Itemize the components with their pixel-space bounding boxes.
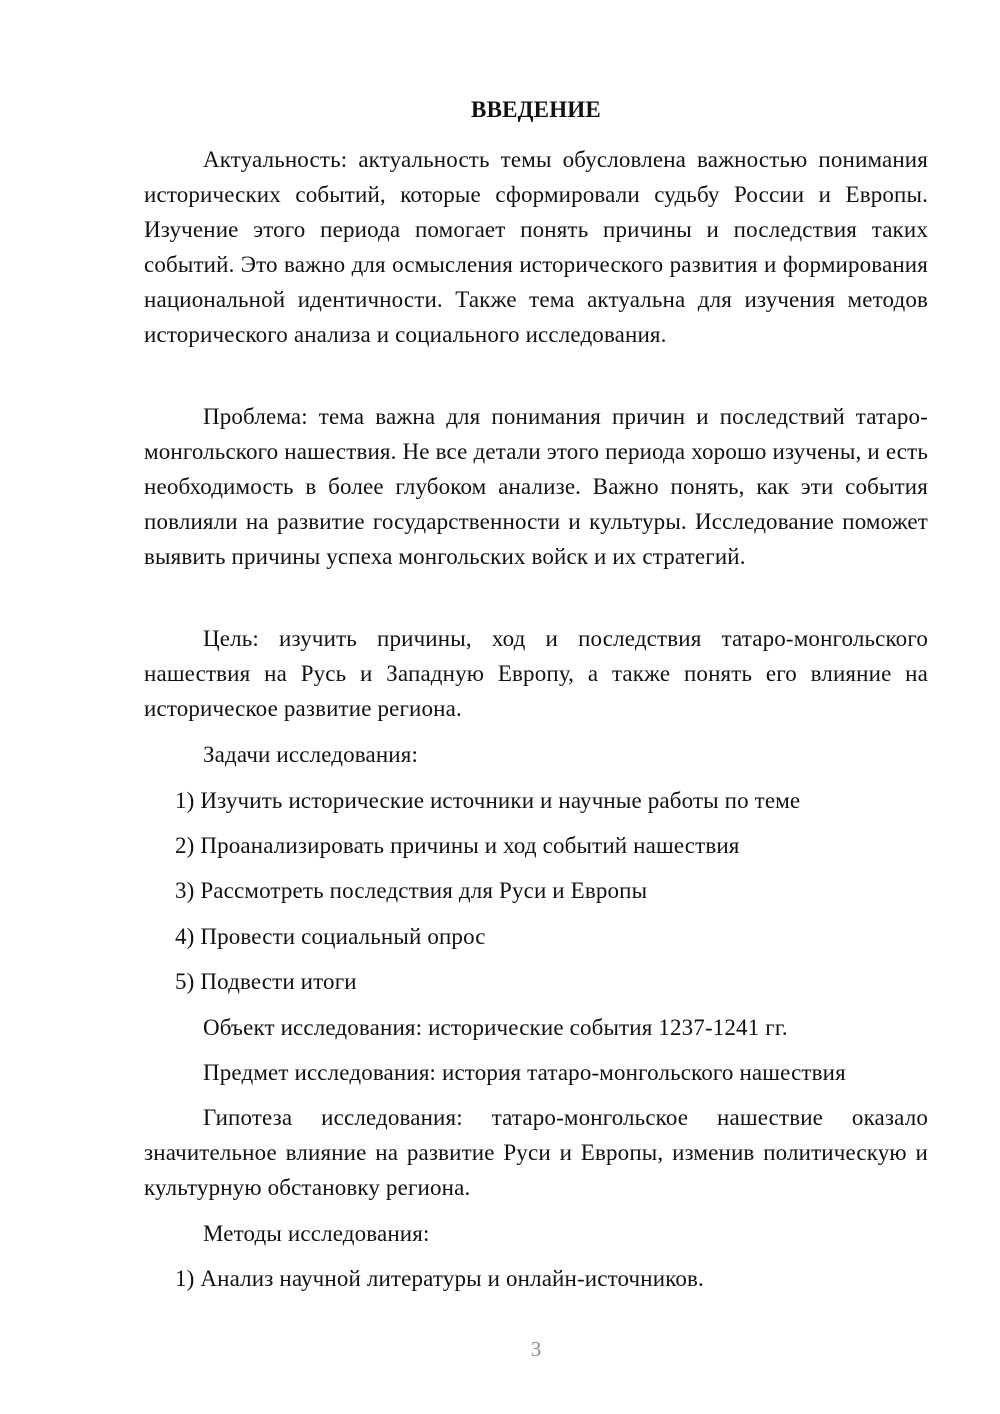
- page-number: 3: [530, 1337, 542, 1361]
- tasks-heading: Задачи исследования:: [203, 742, 419, 767]
- hypothesis-paragraph: Гипотеза исследования: татаро-монгольское нашествие оказало значительное влияние на развитие Руси и Европы, изменив политическую и культурную обстановку региона.: [144, 1105, 928, 1200]
- relevance-paragraph: Актуальность: актуальность темы обусловлена важностью понимания исторических событий, которые сформировали судьбу России и Европы. Изучение этого периода помогает понять причины и последствия таких событий. Это важно для осмысления исторического развития и формирования национальной идентичности. Также тема актуальна для изучения методов исторического анализа и социального исследования.: [144, 147, 928, 347]
- research-object: Объект исследования: исторические события 1237-1241 гг.: [203, 1015, 788, 1040]
- problem-paragraph: Проблема: тема важна для понимания причин и последствий татаро-монгольского нашествия. Не все детали этого периода хорошо изучены, и есть необходимость в более глубоком анализе. Важно понять, как эти события повлияли на развитие государственности и культуры. Исследование поможет выявить причины успеха монгольских войск и их стратегий.: [144, 404, 928, 569]
- method-item-1: 1) Анализ научной литературы и онлайн-источников.: [175, 1266, 704, 1291]
- research-subject: Предмет исследования: история татаро-монгольского нашествия: [203, 1060, 846, 1085]
- goal-paragraph: Цель: изучить причины, ход и последствия татаро-монгольского нашествия на Русь и Западную Европу, а также понять его влияние на историческое развитие региона.: [144, 626, 928, 721]
- section-heading: ВВЕДЕНИЕ: [471, 97, 601, 122]
- task-item-1: 1) Изучить исторические источники и научные работы по теме: [175, 788, 801, 813]
- task-item-3: 3) Рассмотреть последствия для Руси и Европы: [175, 878, 648, 903]
- methods-heading: Методы исследования:: [203, 1221, 430, 1246]
- task-item-5: 5) Подвести итоги: [175, 969, 357, 994]
- task-item-4: 4) Провести социальный опрос: [175, 924, 486, 949]
- task-item-2: 2) Проанализировать причины и ход событий нашествия: [175, 833, 740, 858]
